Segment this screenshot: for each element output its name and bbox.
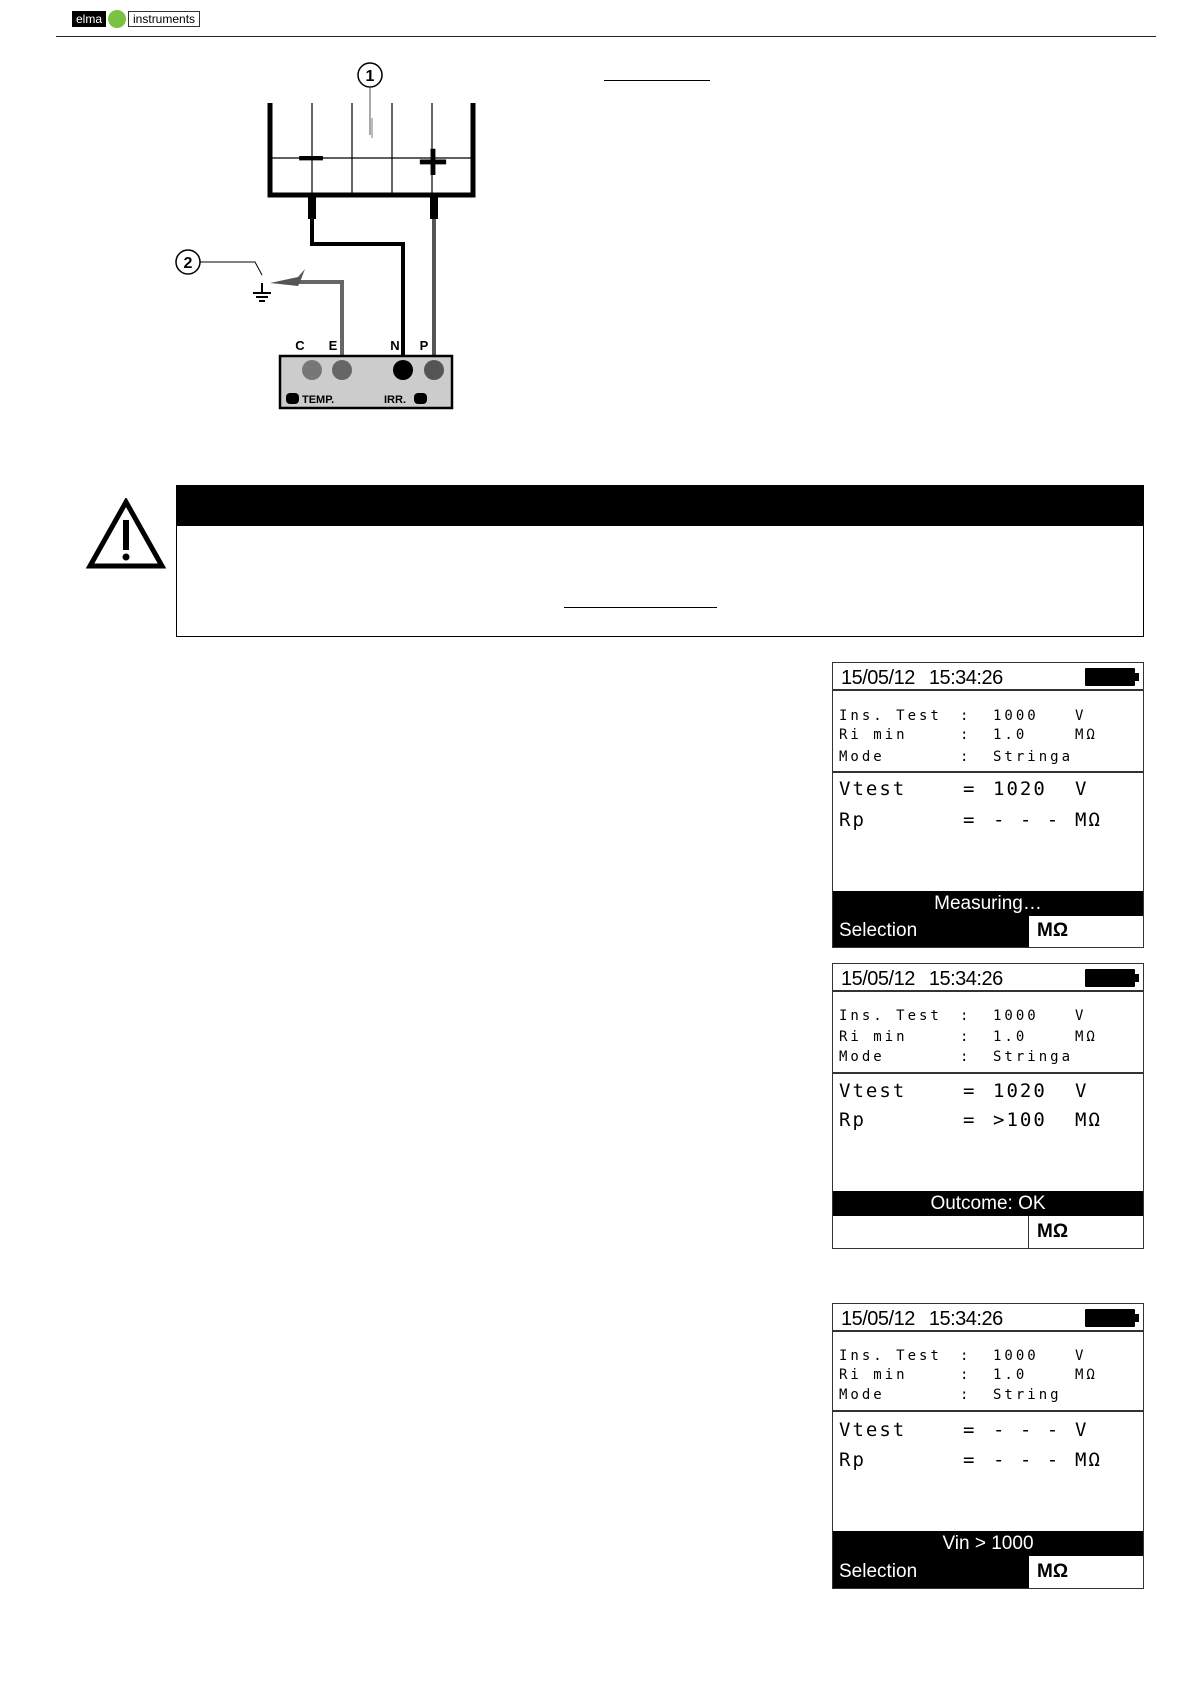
battery-icon [1085, 969, 1135, 987]
caption-underline [604, 80, 710, 81]
param-value: 1000 [993, 1348, 1039, 1364]
label-c: C [295, 338, 305, 353]
param-label: Mode [839, 1387, 885, 1403]
param-label: Ri min [839, 727, 908, 743]
measure-value: - - - [993, 1449, 1061, 1471]
measure-value: - - - [993, 1419, 1061, 1441]
measure-label: Rp [839, 1109, 866, 1131]
logo-text-elma: elma [72, 11, 106, 27]
header-rule [56, 36, 1156, 37]
param-value: Stringa [993, 1049, 1074, 1065]
param-label: Ins. Test [839, 1008, 942, 1024]
measure-value: - - - [993, 809, 1061, 831]
warning-header-bar [177, 486, 1143, 526]
callout-2-label: 2 [183, 255, 193, 272]
instrument-display-measuring: 15/05/12 15:34:26 Ins. Test : 1000 V Ri min : 1.0 MΩ Mode : Stringa Vtest = 1020 V Rp = - - - MΩ Measuring… Selection MΩ [832, 662, 1144, 948]
callout-1-label: 1 [365, 68, 375, 85]
unit-softkey[interactable]: MΩ [1037, 920, 1069, 941]
terminal-e [332, 360, 352, 380]
measure-label: Vtest [839, 778, 907, 800]
connection-diagram [150, 55, 480, 415]
measure-label: Vtest [839, 1080, 907, 1102]
status-bar: Outcome: OK [833, 1191, 1143, 1216]
param-label: Ins. Test [839, 708, 942, 724]
label-irr: IRR. [384, 394, 406, 406]
status-bar: Measuring… [833, 891, 1143, 916]
empty-softkey[interactable] [833, 1216, 1029, 1248]
param-value: 1.0 [993, 727, 1028, 743]
measure-label: Rp [839, 1449, 866, 1471]
param-label: Ri min [839, 1029, 908, 1045]
param-value: 1000 [993, 708, 1039, 724]
display-footer [833, 915, 1143, 947]
warning-box [176, 485, 1144, 637]
battery-icon [1085, 668, 1135, 686]
instrument-display-outcome: 15/05/12 15:34:26 Ins. Test : 1000 V Ri min : 1.0 MΩ Mode : Stringa Vtest = 1020 V Rp = >100 MΩ Outcome: OK MΩ [832, 963, 1144, 1249]
unit-softkey[interactable]: MΩ [1037, 1561, 1069, 1582]
measure-label: Rp [839, 809, 866, 831]
selection-softkey[interactable]: Selection [833, 1556, 1029, 1588]
pos-terminal-stub [430, 195, 438, 219]
warning-triangle-icon [86, 498, 166, 570]
measure-value: >100 [993, 1109, 1047, 1131]
param-value: Stringa [993, 749, 1074, 765]
param-label: Mode [839, 749, 885, 765]
measure-value: 1020 [993, 778, 1047, 800]
wire-earth [290, 282, 342, 366]
terminal-c [302, 360, 322, 380]
param-value: 1.0 [993, 1029, 1028, 1045]
terminal-n [393, 360, 413, 380]
measure-value: 1020 [993, 1080, 1047, 1102]
label-p: P [419, 338, 429, 353]
panel-minus-sign: − [295, 135, 327, 179]
panel-plus-sign: + [415, 136, 451, 185]
brand-logo [72, 10, 200, 28]
irr-socket [414, 393, 427, 404]
label-e: E [328, 338, 338, 353]
callout-2-leader [200, 262, 262, 275]
unit-softkey[interactable]: MΩ [1037, 1221, 1069, 1242]
terminal-p [424, 360, 444, 380]
param-value: String [993, 1387, 1062, 1403]
param-label: Ins. Test [839, 1348, 942, 1364]
logo-text-instruments: instruments [128, 11, 200, 27]
display-datetime: 15/05/12 15:34:26 [841, 968, 1003, 990]
warning-underline [564, 607, 717, 608]
battery-icon [1085, 1309, 1135, 1327]
param-value: 1000 [993, 1008, 1039, 1024]
instrument-display-vin-error: 15/05/12 15:34:26 Ins. Test : 1000 V Ri min : 1.0 MΩ Mode : String Vtest = - - - V Rp = - - - MΩ Vin > 1000 Selection MΩ [832, 1303, 1144, 1589]
status-bar: Vin > 1000 [833, 1531, 1143, 1556]
label-n: N [390, 338, 400, 353]
neg-terminal-stub [308, 195, 316, 219]
param-label: Ri min [839, 1367, 908, 1383]
display-datetime: 15/05/12 15:34:26 [841, 667, 1003, 689]
leaf-icon [108, 10, 126, 28]
param-value: 1.0 [993, 1367, 1028, 1383]
measure-label: Vtest [839, 1419, 907, 1441]
temp-socket [286, 393, 299, 404]
display-footer [833, 1216, 1143, 1248]
display-footer [833, 1556, 1143, 1588]
label-temp: TEMP. [302, 394, 335, 406]
display-datetime: 15/05/12 15:34:26 [841, 1308, 1003, 1330]
param-label: Mode [839, 1049, 885, 1065]
selection-softkey[interactable]: Selection [833, 915, 1029, 947]
